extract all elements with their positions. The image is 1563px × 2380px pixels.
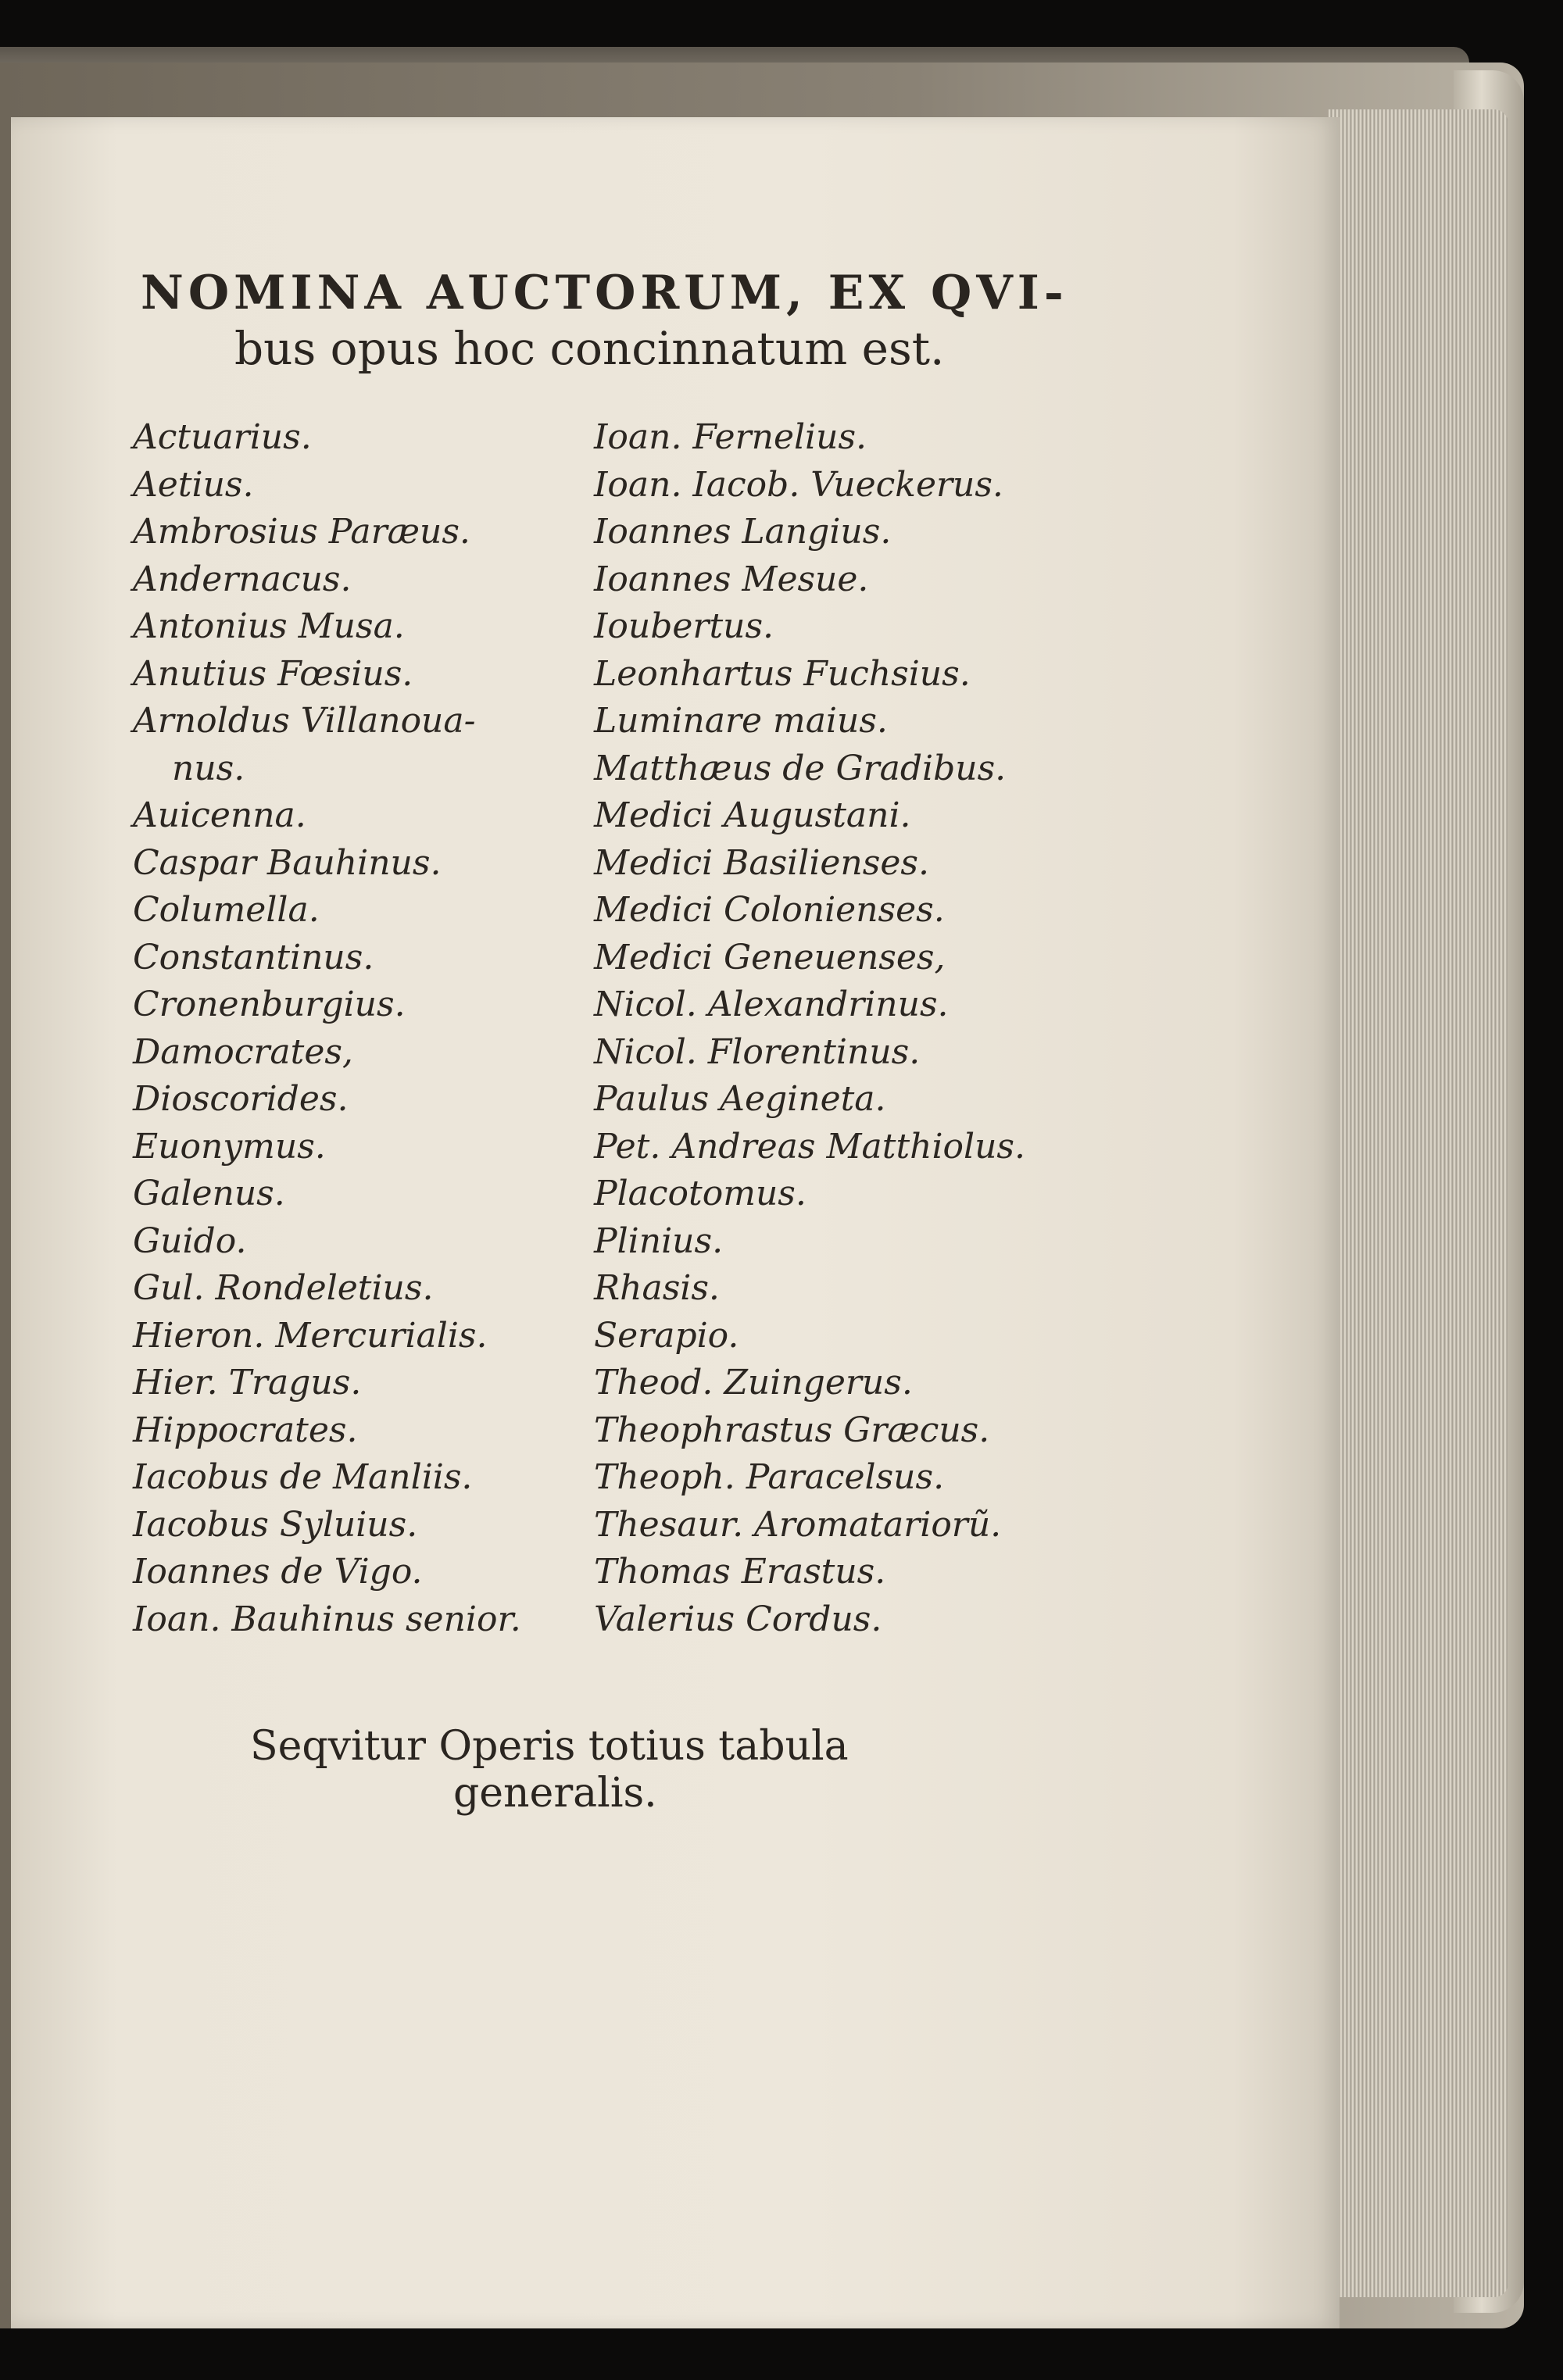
author-entry: Matthæus de Gradibus. <box>594 748 1007 788</box>
author-entry: Thomas Erastus. <box>594 1552 886 1592</box>
author-entry: Guido. <box>133 1220 247 1261</box>
author-entry: Auicenna. <box>133 795 306 835</box>
author-entry: Ioubertus. <box>594 606 774 646</box>
author-entry: Plinius. <box>594 1220 724 1261</box>
author-entry: Leonhartus Fuchsius. <box>594 653 971 694</box>
author-entry: Iacobus Syluius. <box>133 1504 418 1545</box>
author-entry: Hier. Tragus. <box>133 1363 362 1403</box>
author-entry: Ioannes Langius. <box>594 512 892 552</box>
author-entry: Medici Augustani. <box>594 795 911 835</box>
author-entry: Theoph. Paracelsus. <box>594 1457 945 1497</box>
author-entry: Ioannes Mesue. <box>594 559 869 599</box>
author-entry: Hieron. Mercurialis. <box>133 1315 488 1356</box>
author-entry: Pet. Andreas Matthiolus. <box>594 1126 1025 1167</box>
author-entry: Valerius Cordus. <box>594 1599 882 1639</box>
author-entry: Aetius. <box>133 464 254 505</box>
author-entry: Medici Colonienses. <box>594 890 945 930</box>
author-entry: Euonymus. <box>133 1126 326 1167</box>
author-entry: Galenus. <box>133 1174 285 1213</box>
author-entry: Medici Basilienses. <box>594 842 929 883</box>
heading-line-1: NOMINA AUCTORUM, EX QVI- <box>141 266 1068 320</box>
author-column-right <box>594 414 1032 1643</box>
author-entry: Placotomus. <box>594 1174 807 1213</box>
author-entry: Medici Geneuenses, <box>594 937 946 977</box>
author-entry: nus. <box>172 748 245 788</box>
author-entry: Nicol. Alexandrinus. <box>594 985 949 1024</box>
author-entry: Ioannes de Vigo. <box>133 1552 423 1592</box>
author-entry: Rhasis. <box>594 1268 720 1308</box>
author-entry: Dioscorides. <box>133 1079 349 1119</box>
author-entry: Gul. Rondeletius. <box>133 1268 434 1308</box>
author-entry: Caspar Bauhinus. <box>133 842 442 883</box>
page-heading <box>141 266 1068 375</box>
author-list <box>133 414 1032 1696</box>
author-entry: Theod. Zuingerus. <box>594 1363 913 1403</box>
author-entry: Andernacus. <box>133 559 352 599</box>
author-entry: Antonius Musa. <box>133 606 405 646</box>
author-entry: Cronenburgius. <box>133 985 406 1024</box>
page-footer <box>250 1723 953 1817</box>
author-entry: Nicol. Florentinus. <box>594 1031 921 1072</box>
page-fore-edge <box>1329 109 1508 2297</box>
author-entry: Theophrastus Græcus. <box>594 1410 990 1450</box>
author-entry: Anutius Fœsius. <box>133 653 413 694</box>
author-entry: Columella. <box>133 890 320 930</box>
footer-line-2: generalis. <box>453 1770 657 1817</box>
author-entry: Thesaur. Aromatariorũ. <box>594 1504 1002 1545</box>
author-entry: Ioan. Fernelius. <box>594 417 867 457</box>
author-entry: Damocrates, <box>133 1031 353 1072</box>
author-column-left <box>133 414 570 1643</box>
author-entry: Ioan. Bauhinus senior. <box>133 1599 521 1639</box>
author-entry: Hippocrates. <box>133 1410 358 1450</box>
author-entry: Constantinus. <box>133 937 374 977</box>
author-entry: Paulus Aegineta. <box>594 1079 886 1119</box>
author-entry: Serapio. <box>594 1315 739 1356</box>
footer-line-1: Seqvitur Operis totius tabula <box>250 1723 849 1770</box>
author-entry: Arnoldus Villanoua- <box>133 701 476 741</box>
author-entry: Luminare maius. <box>594 701 888 741</box>
author-entry: Actuarius. <box>133 417 312 457</box>
author-entry: Ioan. Iacob. Vueckerus. <box>594 464 1003 505</box>
heading-line-2: bus opus hoc concinnatum est. <box>234 322 945 375</box>
author-entry: Ambrosius Paræus. <box>133 512 470 552</box>
author-entry: Iacobus de Manliis. <box>133 1457 473 1497</box>
